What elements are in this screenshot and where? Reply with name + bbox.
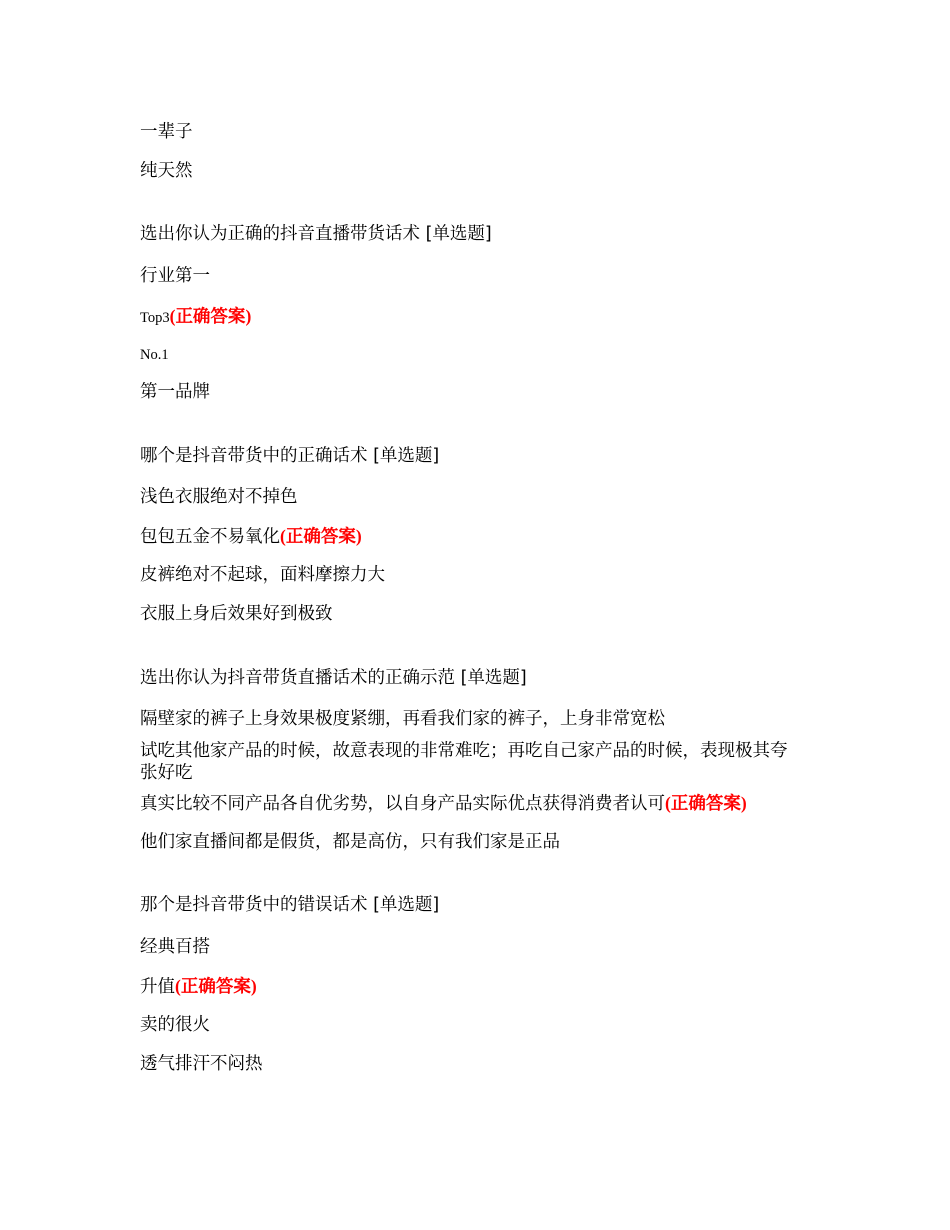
correct-answer-tag: (正确答案) bbox=[169, 306, 252, 327]
q1-option-4: 第一品牌 bbox=[140, 382, 210, 402]
correct-answer-tag: (正确答案) bbox=[175, 976, 257, 997]
q1-option-2: Top3(正确答案) bbox=[140, 306, 252, 327]
q2-option-3: 皮裤绝对不起球，面料摩擦力大 bbox=[140, 565, 385, 585]
q3-option-3: 真实比较不同产品各自优劣势，以自身产品实际优点获得消费者认可(正确答案) bbox=[140, 793, 747, 814]
question-3-title: 选出你认为抖音带货直播话术的正确示范 [单选题] bbox=[140, 668, 527, 688]
question-4-title: 那个是抖音带货中的错误话术 [单选题] bbox=[140, 895, 440, 915]
q3-option-4: 他们家直播间都是假货，都是高仿，只有我们家是正品 bbox=[140, 832, 560, 852]
correct-answer-tag: (正确答案) bbox=[665, 793, 747, 814]
question-2-title: 哪个是抖音带货中的正确话术 [单选题] bbox=[140, 446, 440, 466]
question-type-label: [单选题] bbox=[373, 895, 440, 915]
prev-option-2: 纯天然 bbox=[140, 161, 193, 181]
q3-option-1: 隔壁家的裤子上身效果极度紧绷，再看我们家的裤子，上身非常宽松 bbox=[140, 709, 665, 729]
q2-option-4: 衣服上身后效果好到极致 bbox=[140, 604, 333, 624]
q4-option-3: 卖的很火 bbox=[140, 1015, 210, 1035]
q3-option-2: 试吃其他家产品的时候，故意表现的非常难吃；再吃自己家产品的时候，表现极其夸张好吃 bbox=[140, 741, 788, 783]
q4-option-1: 经典百搭 bbox=[140, 937, 210, 957]
q1-option-1: 行业第一 bbox=[140, 266, 210, 286]
question-type-label: [单选题] bbox=[460, 668, 527, 688]
correct-answer-tag: (正确答案) bbox=[280, 526, 362, 547]
q1-option-3: No.1 bbox=[140, 347, 169, 363]
prev-option-1: 一辈子 bbox=[140, 122, 193, 142]
q4-option-4: 透气排汗不闷热 bbox=[140, 1054, 263, 1074]
q4-option-2: 升值(正确答案) bbox=[140, 976, 257, 997]
question-type-label: [单选题] bbox=[425, 224, 492, 244]
question-1-title: 选出你认为正确的抖音直播带货话术 [单选题] bbox=[140, 224, 492, 244]
q2-option-1: 浅色衣服绝对不掉色 bbox=[140, 487, 298, 507]
q2-option-2: 包包五金不易氧化(正确答案) bbox=[140, 526, 362, 547]
question-type-label: [单选题] bbox=[373, 446, 440, 466]
